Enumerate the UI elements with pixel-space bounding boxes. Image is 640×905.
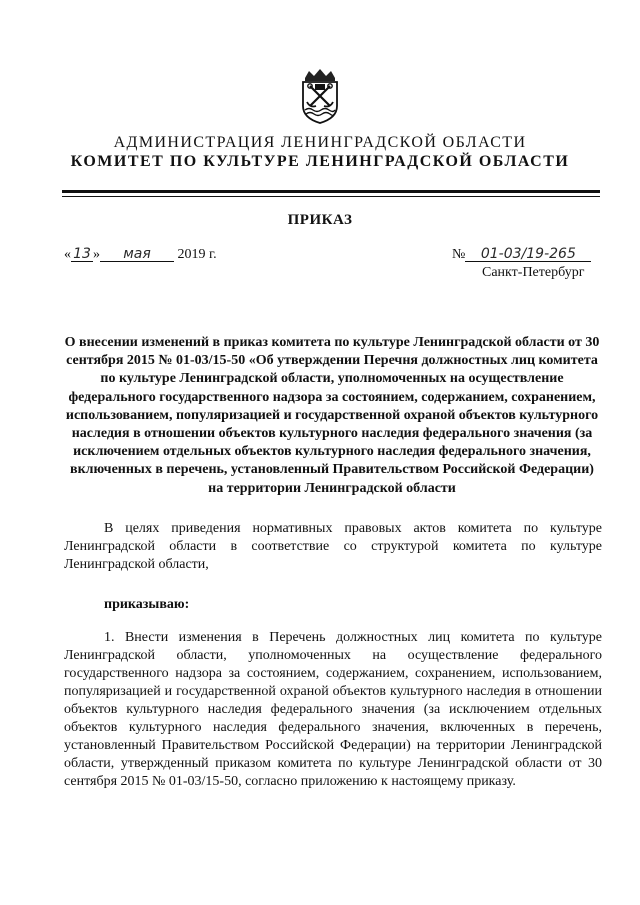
number-value: 01-03/19-265 [465,247,591,262]
date-quote-open: « [64,247,71,262]
order-item-1: 1. Внести изменения в Перечень должностных лиц комитета по культуре Ленинградской области, уполномоченных на осуществление федерального государственного надзора за состоянием, содержанием, сохранением, использованием, популяризацией и государственной охраной объектов культурного наследия в отношении объектов культурного наследия федерального значения (за исключением отдельных объектов культурного наследия федерального значения, включенных в перечень, установленный Правительством Российской Федерации) на территории Ленинградской области, утвержденный приказом комитета по культуре Ленинградской области от 30 сентября 2015 № 01-03/15-50, согласно приложению к настоящему приказу. [64,630,602,789]
order-word: приказываю: [104,597,190,612]
number-prefix: № [452,247,466,262]
preamble-paragraph: В целях приведения нормативных правовых актов комитета по культуре Ленинградской области в соответствие со структурой комитета по культуре Ленинградской области, [64,521,602,572]
document-place: Санкт-Петербург [482,265,585,280]
date-year: 2019 г. [177,247,217,262]
document-date [64,247,217,263]
coat-of-arms-emblem [299,68,341,124]
document-number [452,247,591,263]
document-title: О внесении изменений в приказ комитета по культуре Ленинградской области от 30 сентября 2015 № 01-03/15-50 «Об утверждении Перечня должностных лиц комитета по культуре Ленинградской области, уполномоченных на осуществление федерального государственного надзора за состоянием, содержанием, сохранением, использованием, популяризацией и государственной охраной объектов культурного наследия в отношении объектов культурного наследия федерального значения (за исключением отдельных объектов культурного наследия федерального значения, включенных в перечень, установленный Правительством Российской Федерации) на территории Ленинградской области [64,335,600,496]
header-divider-thick [62,190,600,193]
committee-name: КОМИТЕТ ПО КУЛЬТУРЕ ЛЕНИНГРАДСКОЙ ОБЛАСТИ [70,153,570,170]
document-type: ПРИКАЗ [287,212,353,228]
date-quote-close: » [93,247,100,262]
header-divider-thin [62,196,600,197]
organization-name: АДМИНИСТРАЦИЯ ЛЕНИНГРАДСКОЙ ОБЛАСТИ [113,134,527,151]
date-day: 13 [71,247,93,262]
date-month: мая [100,247,174,262]
